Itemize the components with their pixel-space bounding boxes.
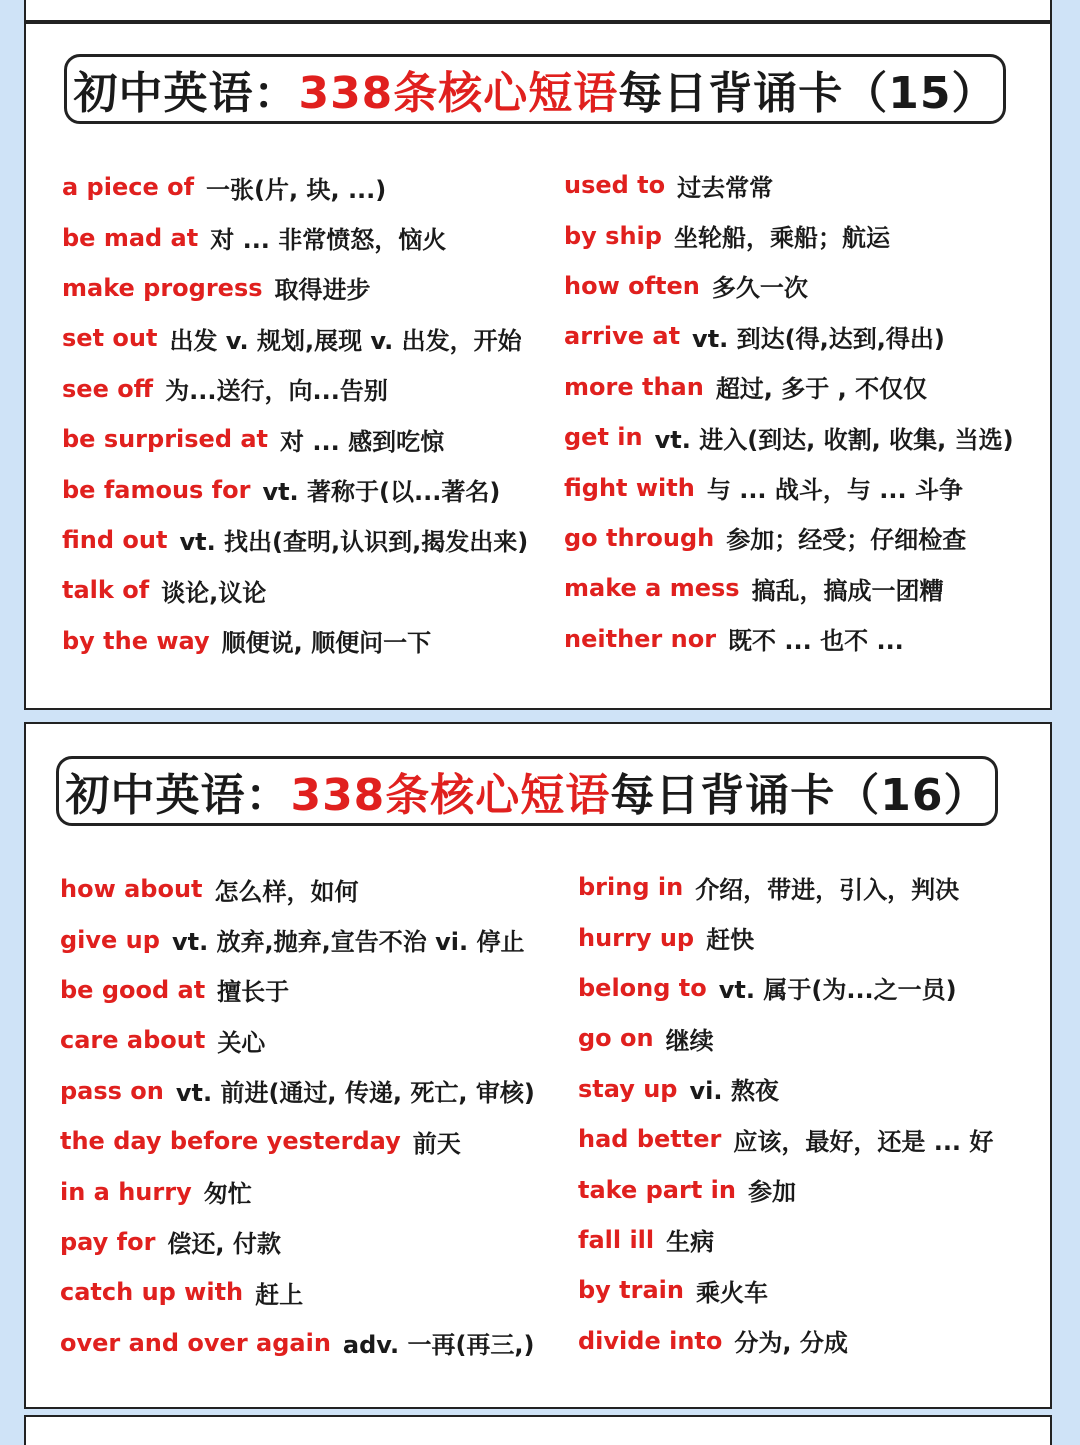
phrase-row [578,1215,993,1265]
phrase-list-right [564,160,1014,664]
phrase-row [564,563,1014,613]
phrase-row [564,462,1014,512]
phrase-zh: 过去常常 [677,173,774,202]
phrase-row [60,1166,535,1216]
phrase-zh: vt. 放弃,抛弃,宣告不治 vi. 停止 [171,928,525,957]
phrase-zh: 赶快 [706,926,755,955]
phrase-zh: 前天 [412,1129,461,1158]
phrase-row [578,1013,993,1063]
phrase-en: give up [60,925,160,954]
phrase-zh: 分为, 分成 [734,1329,848,1358]
phrase-zh: 怎么样，如何 [214,877,359,906]
phrase-row [60,1267,535,1317]
phrase-row [62,263,528,313]
phrase-en: a piece of [62,173,195,202]
phrase-en: the day before yesterday [60,1127,401,1156]
phrase-row [60,864,535,914]
phrase-zh: 参加；经受；仔细检查 [726,526,967,555]
phrase-en: make a mess [564,574,740,603]
phrase-zh: 多久一次 [711,274,808,303]
phrase-row [564,210,1014,260]
phrase-en: divide into [578,1326,723,1355]
phrase-row [564,160,1014,210]
phrase-en: care about [60,1026,206,1055]
phrase-en: find out [62,525,168,554]
phrase-row [578,912,993,962]
title-suffix: 每日背诵卡（15） [618,68,997,119]
phrase-en: hurry up [578,923,695,952]
phrase-en: catch up with [60,1278,244,1307]
phrase-en: bring in [578,873,684,902]
phrase-row [62,565,528,615]
phrase-zh: vt. 著称于(以...著名) [262,478,501,507]
phrase-en: stay up [578,1074,678,1103]
phrase-en: by ship [564,221,662,250]
phrase-zh: vt. 进入(到达, 收割, 收集, 当选) [654,425,1014,454]
phrase-row [578,1164,993,1214]
phrase-en: see off [62,374,154,403]
phrase-row [578,862,993,912]
phrase-en: used to [564,171,666,200]
phrase-zh: vt. 属于(为...之一员) [718,976,957,1005]
phrase-en: be good at [60,975,206,1004]
phrase-row [564,614,1014,664]
phrase-list-left [62,162,528,666]
next-card-edge [24,1415,1052,1445]
phrase-zh: vt. 前进(通过, 传递, 死亡, 审核) [175,1079,535,1108]
phrase-zh: 超过, 多于 , 不仅仅 [715,375,928,404]
phrase-zh: adv. 一再(再三,) [342,1331,535,1360]
phrase-zh: 关心 [217,1028,266,1057]
title-highlight: 338条核心短语 [298,68,619,119]
phrase-list-right [578,862,993,1366]
phrase-en: talk of [62,576,150,605]
phrase-en: by train [578,1276,684,1305]
phrase-zh: vt. 到达(得,达到,得出) [692,324,945,353]
phrase-row [564,362,1014,412]
phrase-row [564,513,1014,563]
phrase-zh: 一张(片, 块, ...) [206,175,387,204]
phrase-row [60,965,535,1015]
phrase-en: over and over again [60,1328,331,1357]
phrase-zh: 匆忙 [203,1180,252,1209]
previous-card-edge [24,0,1052,22]
phrase-row [62,616,528,666]
phrase-en: neither nor [564,624,717,653]
phrase-row [60,1066,535,1116]
phrase-zh: 搞乱，搞成一团糟 [751,576,944,605]
phrase-zh: 生病 [666,1228,715,1257]
phrase-zh: 介绍，带进，引入，判决 [695,875,960,904]
phrase-row [60,1116,535,1166]
phrase-row [564,261,1014,311]
phrase-row [62,364,528,414]
phrase-en: set out [62,324,158,353]
phrase-row [62,464,528,514]
phrase-en: go through [564,523,715,552]
card-title [56,756,998,826]
phrase-en: make progress [62,273,263,302]
phrase-en: belong to [578,973,707,1002]
phrase-en: take part in [578,1175,736,1204]
phrase-row [62,414,528,464]
phrase-row [578,963,993,1013]
phrase-zh: 为...送行，向...告别 [165,377,388,406]
phrase-row [578,1316,993,1366]
phrase-row [578,1265,993,1315]
phrase-en: be famous for [62,475,251,504]
phrase-zh: 与 ... 战斗，与 ... 斗争 [706,476,963,505]
phrase-card-15 [24,22,1052,710]
phrase-en: be surprised at [62,425,269,454]
phrase-en: be mad at [62,223,199,252]
phrase-zh: 偿还, 付款 [167,1230,281,1259]
phrase-en: go on [578,1024,654,1053]
phrase-zh: 对 ... 非常愤怒，恼火 [210,226,447,255]
phrase-en: in a hurry [60,1177,192,1206]
phrase-en: fall ill [578,1225,655,1254]
phrase-en: had better [578,1125,722,1154]
phrase-zh: 擅长于 [217,978,290,1007]
card-title [64,54,1006,124]
phrase-row [62,515,528,565]
phrase-row [564,311,1014,361]
phrase-row [60,1015,535,1065]
phrase-zh: vt. 找出(查明,认识到,揭发出来) [179,528,529,557]
phrase-en: pass on [60,1076,164,1105]
phrase-en: how often [564,271,700,300]
phrase-zh: 应该，最好，还是 ... 好 [733,1127,994,1156]
phrase-zh: 赶上 [255,1280,304,1309]
phrase-zh: 继续 [665,1026,714,1055]
phrase-zh: 谈论,议论 [161,578,267,607]
phrase-row [578,1064,993,1114]
title-prefix: 初中英语： [65,770,291,821]
title-prefix: 初中英语： [73,68,299,119]
phrase-en: how about [60,875,203,904]
phrase-row [564,412,1014,462]
phrase-en: by the way [62,626,210,655]
phrase-en: fight with [564,473,695,502]
phrase-zh: 出发 v. 规划,展现 v. 出发，开始 [169,326,522,355]
phrase-list-left [60,864,535,1368]
phrase-zh: 对 ... 感到吃惊 [280,427,445,456]
phrase-zh: 既不 ... 也不 ... [728,627,904,656]
phrase-row [60,1217,535,1267]
phrase-zh: 取得进步 [274,276,371,305]
phrase-zh: 参加 [747,1178,796,1207]
phrase-zh: 顺便说, 顺便问一下 [221,629,432,658]
phrase-zh: 乘火车 [696,1278,768,1307]
phrase-row [60,914,535,964]
phrase-zh: vi. 熬夜 [689,1077,779,1106]
phrase-card-16 [24,722,1052,1409]
phrase-en: arrive at [564,322,681,351]
phrase-en: pay for [60,1227,156,1256]
phrase-row [578,1114,993,1164]
phrase-row [62,313,528,363]
phrase-en: get in [564,423,643,452]
phrase-en: more than [564,372,704,401]
phrase-row [62,212,528,262]
phrase-zh: 坐轮船，乘船；航运 [673,224,890,253]
title-highlight: 338条核心短语 [290,770,611,821]
title-suffix: 每日背诵卡（16） [610,770,989,821]
phrase-row [60,1318,535,1368]
phrase-row [62,162,528,212]
